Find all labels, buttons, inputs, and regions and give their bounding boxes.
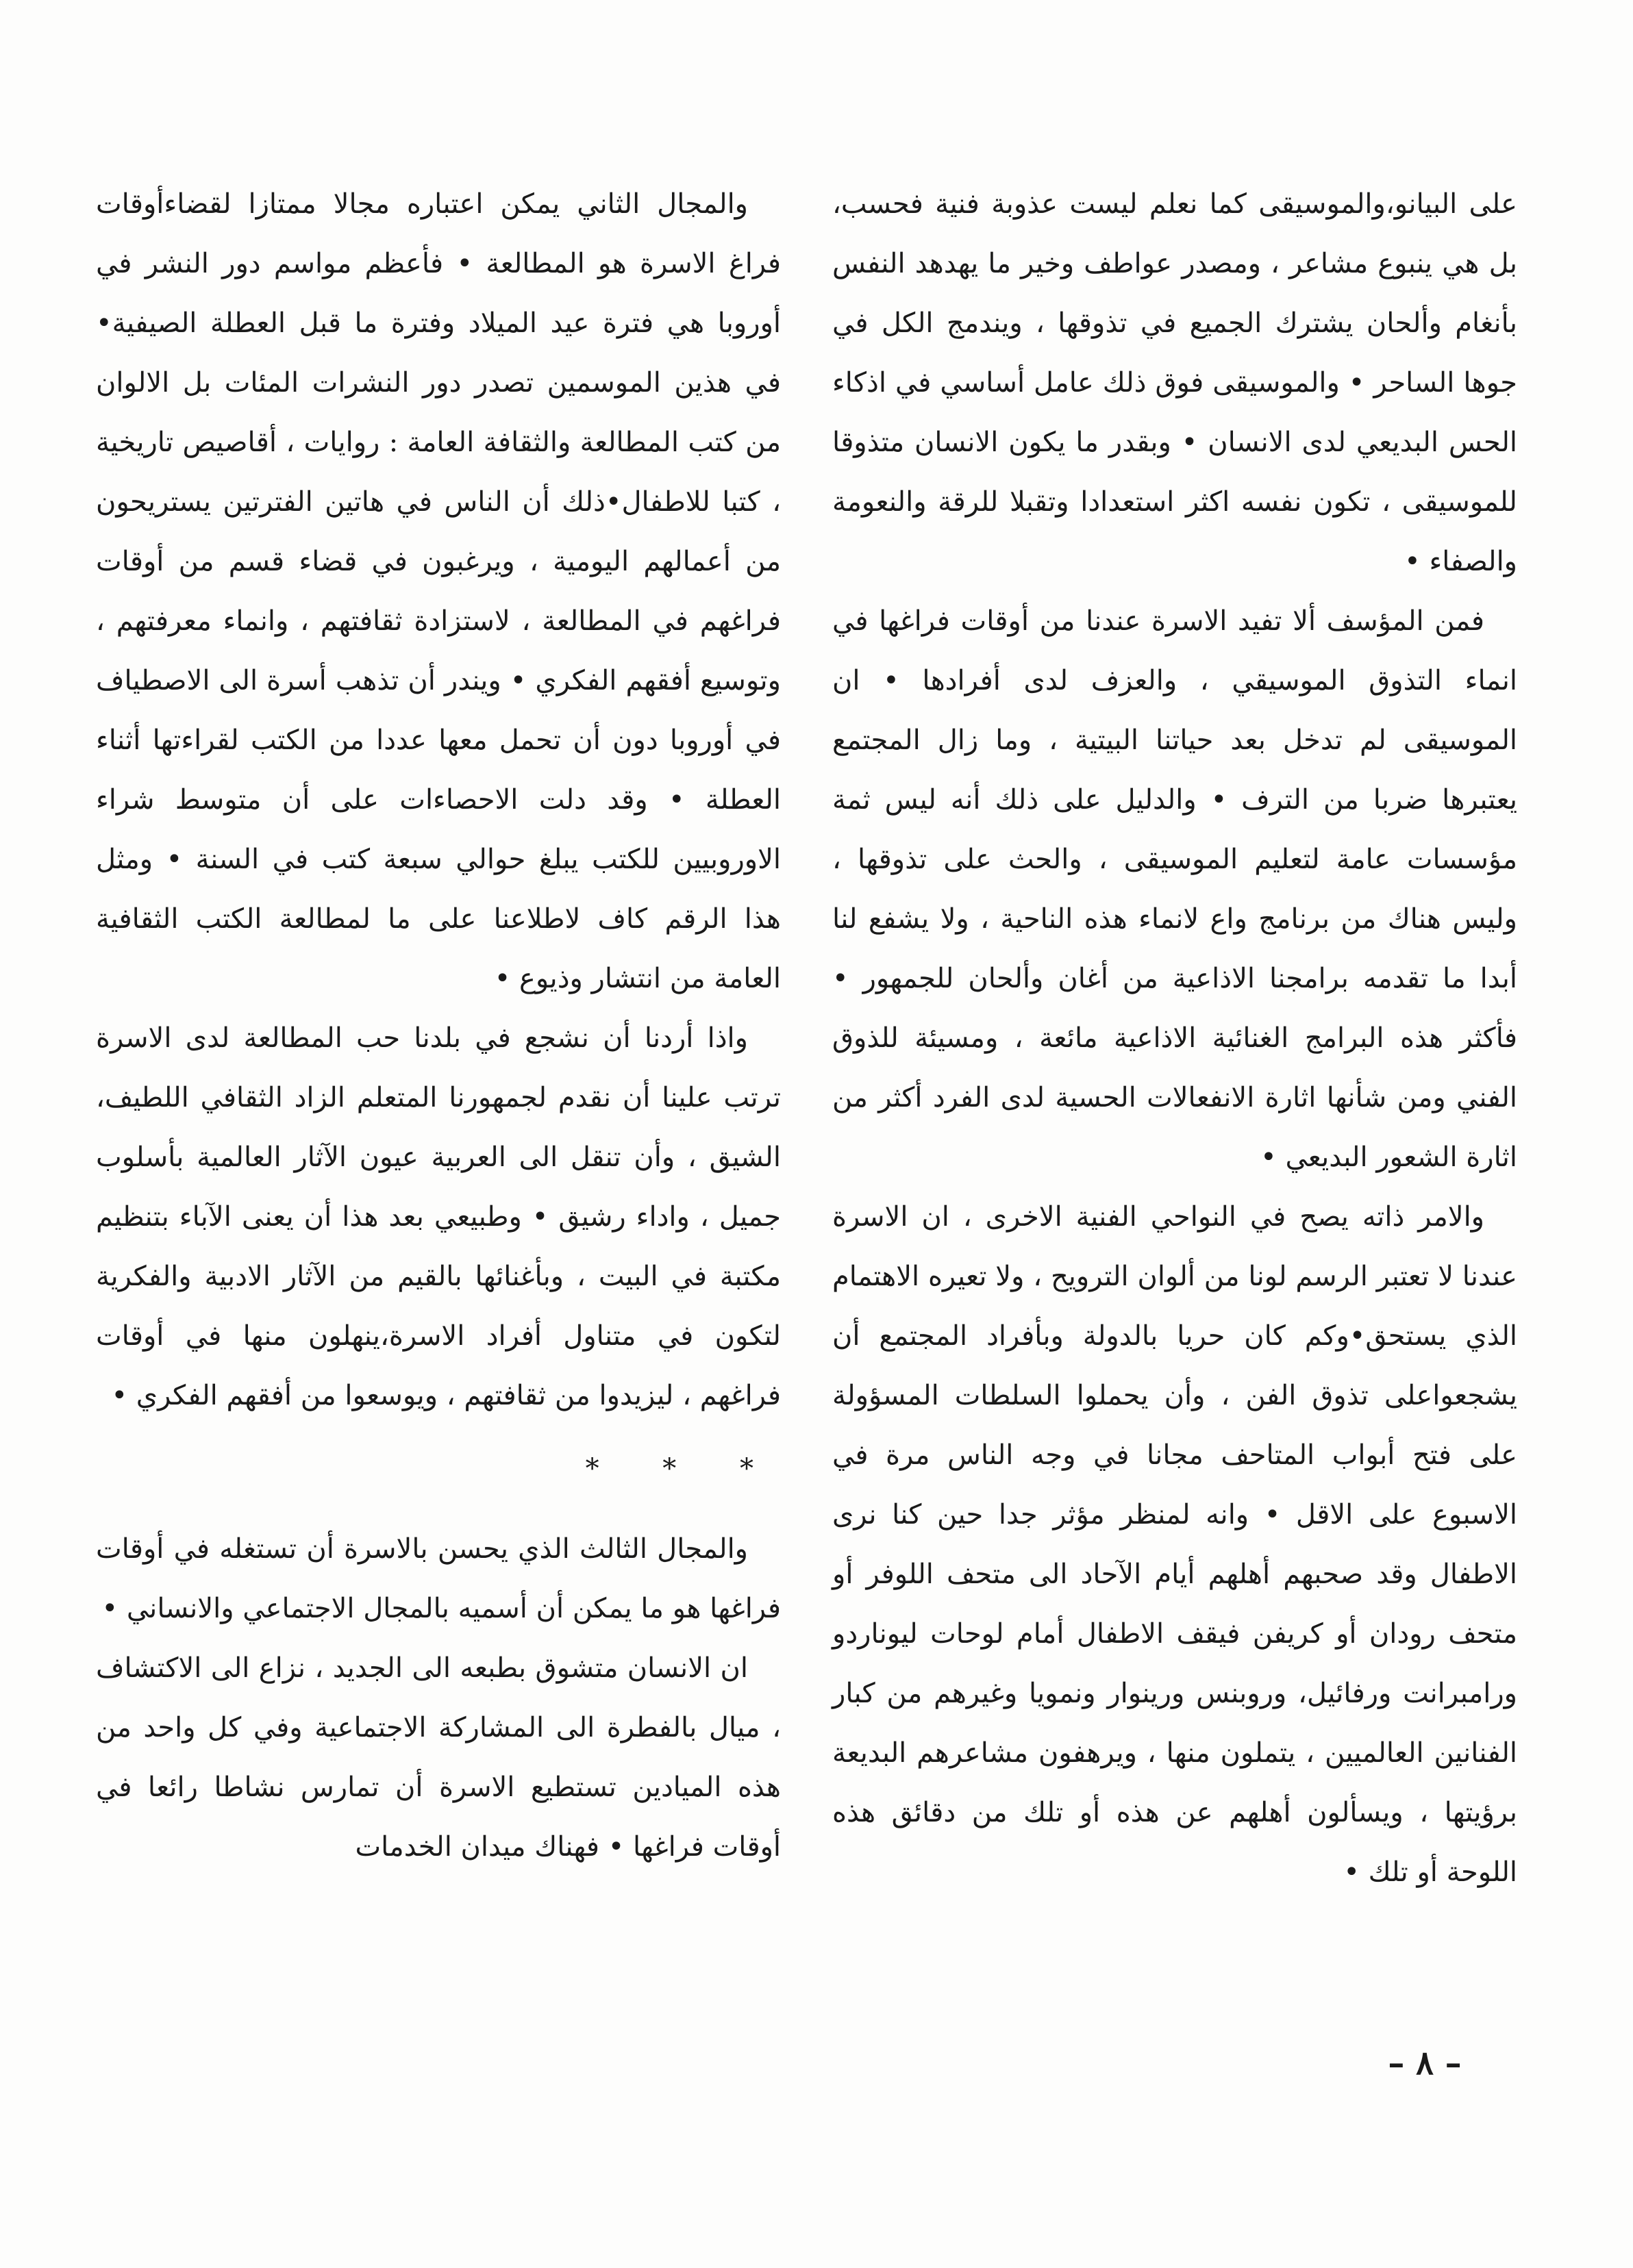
right-column bbox=[832, 175, 1517, 1902]
paragraph-fine-arts: والامر ذاته يصح في النواحي الفنية الاخرى ، ان الاسرة عندنا لا تعتبر الرسم لونا من ألوان الترويح ، ولا تعيره الاهتمام الذي يستحق•وكم كان حريا بالدولة وبأفراد المجتمع أن يشجعواعلى تذوق الفن ، وأن يحملوا السلطات المسؤولة على فتح أبواب المتاحف مجانا في وجه الناس مرة في الاسبوع على الاقل • وانه لمنظر مؤثر جدا حين كنا نرى الاطفال وقد صحبهم أهلهم أيام الآحاد الى متحف اللوفر أو متحف رودان أو كريفن فيقف الاطفال أمام لوحات ليوناردو ورامبرانت ورفائيل، وروبنس ورينوار ونمويا وغيرهم من كبار الفنانين العالميين ، يتملون منها ، ويرهفون مشاعرهم البديعة برؤيتها ، ويسألون أهلهم عن هذه أو تلك من دقائق هذه اللوحة أو تلك • bbox=[832, 1201, 1518, 1888]
page-number: – ٨ – bbox=[1388, 2044, 1462, 2082]
left-column bbox=[96, 175, 781, 1877]
paragraph-social-field: والمجال الثالث الذي يحسن بالاسرة أن تستغله في أوقات فراغها هو ما يمكن أن أسميه بالمجال الاجتماعي والانساني • bbox=[96, 1533, 781, 1624]
section-separator: * * * bbox=[585, 1453, 781, 1485]
paragraph-reading-field: والمجال الثاني يمكن اعتباره مجالا ممتازا لقضاءأوقات فراغ الاسرة هو المطالعة • فأعظم مواسم دور النشر في أوروبا هي فترة عيد الميلاد وفترة ما قبل العطلة الصيفية• في هذين الموسمين تصدر دور النشرات المئات بل الالوان من كتب المطالعة والثقافة العامة : روايات ، أقاصيص تاريخية ، كتبا للاطفال•ذلك أن الناس في هاتين الفترتين يستريحون من أعمالهم اليومية ، ويرغبون في قضاء قسم من أوقات فراغهم في المطالعة ، لاستزادة ثقافتهم ، وانماء معرفتهم ، وتوسيع أفقهم الفكري • ويندر أن تذهب أسرة الى الاصطياف في أوروبا دون أن تحمل معها عددا من الكتب لقراءتها أثناء العطلة • وقد دلت الاحصاءات على أن متوسط شراء الاوروبيين للكتب يبلغ حوالي سبعة كتب في السنة • ومثل هذا الرقم كاف لاطلاعنا على ما لمطالعة الكتب الثقافية العامة من انتشار وذيوع • bbox=[96, 188, 782, 994]
paragraph-encourage-reading: واذا أردنا أن نشجع في بلدنا حب المطالعة لدى الاسرة ترتب علينا أن نقدم لجمهورنا المتعلم الزاد الثقافي اللطيف، الشيق ، وأن تنقل الى العربية عيون الآثار العالمية بأسلوب جميل ، واداء رشيق • وطبيعي بعد هذا أن يعنى الآباء بتنظيم مكتبة في البيت ، وبأغنائها بالقيم من الآثار الادبية والفكرية لتكون في متناول أفراد الاسرة،ينهلون منها في أوقات فراغهم ، ليزيدوا من ثقافتهم ، ويوسعوا من أفقهم الفكري • bbox=[96, 1022, 781, 1411]
paragraph-music-family: فمن المؤسف ألا تفيد الاسرة عندنا من أوقات فراغها في انماء التذوق الموسيقي ، والعزف لدى أفرادها • ان الموسيقى لم تدخل بعد حياتنا البيتية ، وما زال المجتمع يعتبرها ضربا من الترف • والدليل على ذلك أنه ليس ثمة مؤسسات عامة لتعليم الموسيقى ، والحث على تذوقها ، وليس هناك من برنامج واع لانماء هذه الناحية ، ولا يشفع لنا أبدا ما تقدمه برامجنا الاذاعية من أغان وألحان للجمهور • فأكثر هذه البرامج الغنائية الاذاعية مائعة ، ومسيئة للذوق الفني ومن شأنها اثارة الانفعالات الحسية لدى الفرد أكثر من اثارة الشعور البديعي • bbox=[832, 605, 1518, 1173]
paragraph-music-intro: على البيانو،والموسيقى كما نعلم ليست عذوبة فنية فحسب، بل هي ينبوع مشاعر ، ومصدر عواطف وخير ما يهدهد النفس بأنغام وألحان يشترك الجميع في تذوقها ، ويندمج الكل في جوها الساحر • والموسيقى فوق ذلك عامل أساسي في اذكاء الحس البديعي لدى الانسان • وبقدر ما يكون الانسان متذوقا للموسيقى ، تكون نفسه اكثر استعدادا وتقبلا للرقة والنعومة والصفاء • bbox=[832, 188, 1517, 577]
paragraph-human-curiosity: ان الانسان متشوق بطبعه الى الجديد ، نزاع الى الاكتشاف ، ميال بالفطرة الى المشاركة الاجتماعية وفي كل واحد من هذه الميادين تستطيع الاسرة أن تمارس نشاطا رائعا في أوقات فراغها • فهناك ميدان الخدمات bbox=[96, 1652, 781, 1863]
